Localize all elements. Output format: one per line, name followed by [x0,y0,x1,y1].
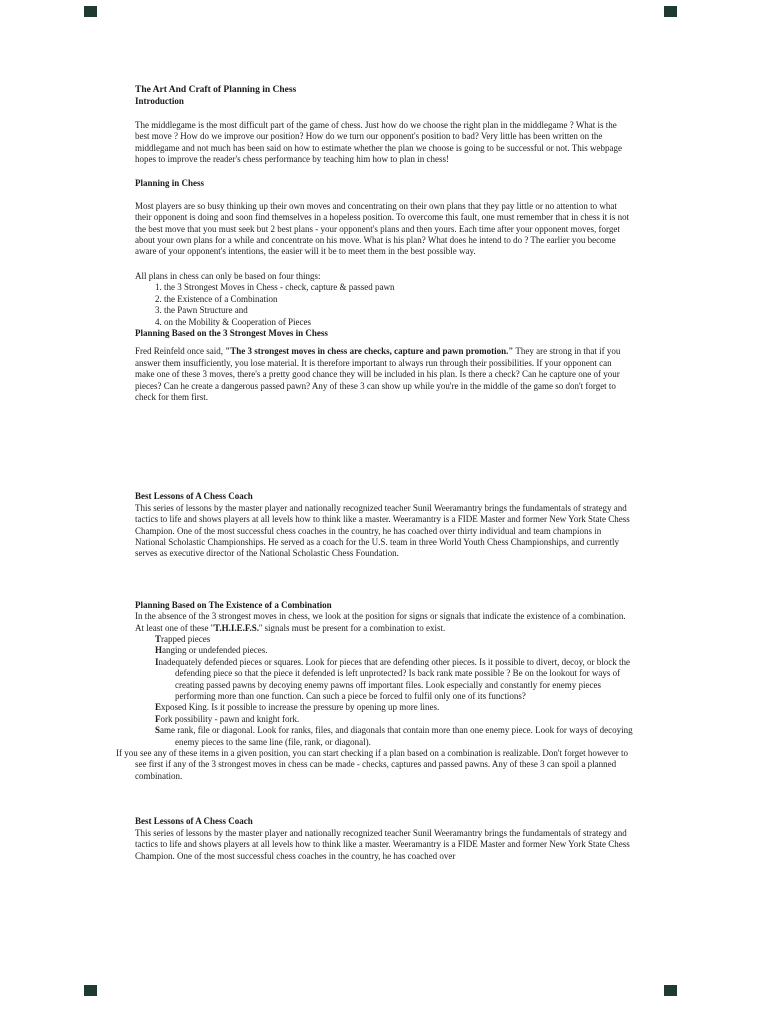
thiefs-item-lead: I [155,656,159,667]
thiefs-item-lead: T [155,634,162,644]
lessons-1-paragraph: This series of lessons by the master player and nationally recognized teacher Sunil Weeramantry brings the fundamentals of strategy and tactics to life and shows players at all levels how to think like a master. Weeramantry is a FIDE Master and former New York State Chess Champion. One of the most successful chess coaches in the country, he has coached over thirty individual and team champions in National Scholastic Championships. He served as a coach for the U.S. team in three World Youth Chess Championships, and currently serves as executive director of the National Scholastic Chess Foundation. [135,502,630,559]
strongest-moves-paragraph [135,346,633,403]
planning-heading: Planning in Chess [135,178,205,189]
thiefs-item-text: ork possibility - pawn and knight fork. [160,713,300,724]
lessons-2-paragraph: This series of lessons by the master player and nationally recognized teacher Sunil Weeramantry brings the fundamentals of strategy and tactics to life and shows players at all levels how to think like a master. Weeramantry is a FIDE Master and former New York State Chess Champion. One of the most successful chess coaches in the country, he has coached over [135,827,630,861]
planning-paragraph: Most players are so busy thinking up their own moves and concentrating on their own plans that they pay little or no attention to what their opponent is doing and soon find themselves in a hopeless position. To overcome this fault, one must remember that in chess it is not the best move that you must seek but 2 best plans - your opponent's plans and then yours. Each time after your opponent moves, forget about your own plans for a while and concentrate on his move. What is his plan? What does he intend to do ? The earlier you become aware of your opponent's intentions, the easier will it be to meet them in the best possible way. [135,200,630,257]
combination-paragraph [135,611,633,634]
reinfeld-quote: "The 3 strongest moves in chess are checks, capture and pawn promotion." [225,346,514,357]
combination-text-pre: In the absence of the 3 strongest moves in chess, we look at the position for signs or signals that indicate the existence of a combination. At least one of these '' [135,611,626,633]
thiefs-item [155,725,633,748]
lessons-1-heading: Best Lessons of A Chess Coach [135,491,253,502]
strongest-text-pre: Fred Reinfeld once said, [135,346,226,357]
thiefs-item [155,657,633,703]
combination-heading: Planning Based on The Existence of a Combination [135,599,332,610]
thiefs-item-text: ame rank, file or diagonal. Look for ranks, files, and diagonals that contain more than one enemy piece. Look for ways of decoying enemy pieces to the same line (file, rank, or diagonal). [160,725,633,747]
page-title: The Art And Craft of Planning in Chess [135,85,297,95]
thiefs-item [155,702,633,713]
plan-list-item: 1. the 3 Strongest Moves in Chess - check, capture & passed pawn [155,282,395,293]
thiefs-item [155,645,633,656]
thiefs-list [135,634,633,748]
plan-list-item: 3. the Pawn Structure and [155,305,248,316]
thiefs-item-lead: F [155,713,161,724]
thiefs-item-text: xposed King. Is it possible to increase the pressure by opening up more lines. [161,702,440,713]
combination-text-post: '' signals must be present for a combination to exist. [259,622,446,633]
corner-marker-bottom-right [664,985,677,996]
plan-list-item: 2. the Existence of a Combination [155,293,278,304]
corner-marker-top-right [664,6,677,17]
thiefs-item-lead: H [155,645,163,656]
thiefs-item [155,714,633,725]
thiefs-acronym: T.H.I.E.F.S. [213,622,260,633]
thiefs-item-lead: S [155,725,161,736]
document-content [116,85,633,862]
corner-marker-bottom-left [84,985,97,996]
thiefs-item-text: rapped pieces [161,634,211,644]
plan-list-item: 4. on the Mobility & Cooperation of Pieces [155,316,311,327]
thiefs-item-text: anging or undefended pieces. [162,645,268,656]
intro-paragraph: The middlegame is the most difficult part of the game of chess. Just how do we choose the right plan in the middlegame ? What is the best move ? How do we improve our position? How do we turn our opponent's position to bad? Very little has been written on the middlegame and not much has been said on how to estimate whether the plan we choose is going to be successful or not. This webpage hopes to improve the reader's chess performance by teaching him how to plan in chess! [135,119,622,165]
thiefs-item-lead: E [155,702,162,713]
strongest-moves-heading: Planning Based on the 3 Strongest Moves in Chess [135,327,328,338]
strongest-text-post: They are strong in that if you answer them insufficiently, you lose material. It is therefore important to always run through their possibilities. If your opponent can make one of these 3 moves, there's a pretty good chance they will be included in his plan. Is there a check? Can he capture one of your pieces? Can he create a dangerous passed pawn? Any of these 3 can show up while you're in the middle of the game so don't forget to check for them first. [135,346,621,402]
plans-intro: All plans in chess can only be based on four things: [135,270,321,281]
lessons-2-heading: Best Lessons of A Chess Coach [135,816,253,827]
thiefs-item [155,634,633,645]
plan-list [135,282,633,328]
corner-marker-top-left [84,6,97,17]
intro-heading: Introduction [135,96,184,107]
closing-paragraph: If you see any of these items in a given position, you can start checking if a plan based on a combination is realizable. Don't forget however to see first if any of the 3 strongest moves in chess can be made - checks, captures and passed pawns. Any of these 3 can spoil a planned combination. [116,748,629,781]
thiefs-item-text: nadequately defended pieces or squares. Look for pieces that are defending other pieces. Is it possible to divert, decoy, or block the defending piece so that the piece it defended is left unprotected? Is back rank mate possible ? Be on the lookout for ways of creating passed pawns by decoying enemy pawns off important files. Look especially and constantly for enemy pieces performing more than one function. Can such a piece be forced to fulfil only one of its functions? [158,656,631,702]
